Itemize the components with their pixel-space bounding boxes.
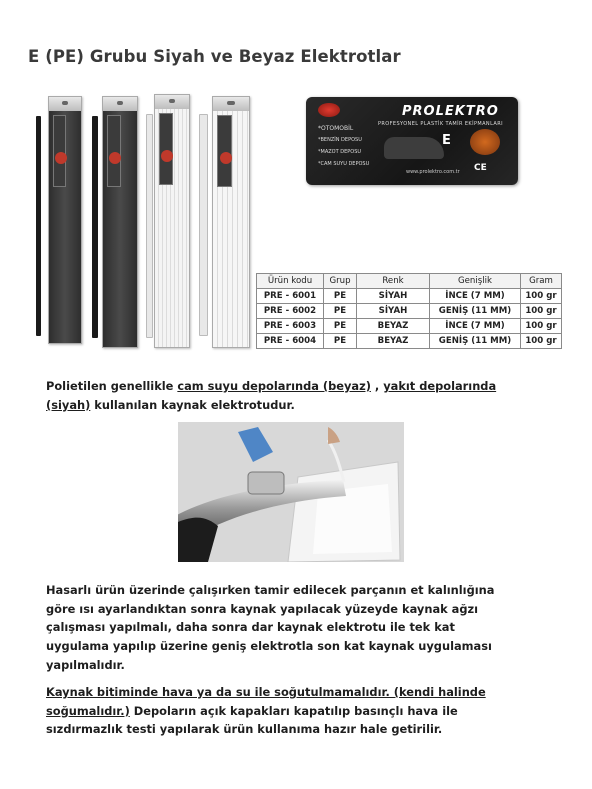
cell-width: GENİŞ (11 MM): [430, 334, 521, 349]
intro-paragraph: [46, 377, 566, 414]
intro-text-end: kullanılan kaynak elektrotudur.: [90, 397, 295, 412]
electrode-pack-black-narrow: [48, 96, 82, 344]
col-header: Grup: [324, 274, 357, 289]
intro-text: Polietilen genellikle: [46, 379, 178, 393]
cell-code: PRE - 6003: [257, 319, 324, 334]
feature-item: *MAZOT DEPOSU: [318, 149, 362, 155]
feature-item: *BENZİN DEPOSU: [318, 137, 362, 143]
instructions-paragraph: [46, 581, 566, 675]
cell-code: PRE - 6002: [257, 304, 324, 319]
cell-gram: 100 gr: [521, 289, 562, 304]
car-silhouette-icon: [384, 137, 444, 159]
table-row: [257, 304, 562, 319]
col-header: Gram: [521, 274, 562, 289]
cell-group: PE: [324, 304, 357, 319]
electrode-pack-white-narrow: [154, 94, 190, 348]
instructions-line: göre ısı ayarlandıktan sonra kaynak yapılacak yüzeyde kaynak ağzı: [46, 601, 479, 616]
col-header: Genişlik: [430, 274, 521, 289]
instructions-line: yapılmalıdır.: [46, 657, 125, 672]
spec-table: [256, 273, 562, 349]
col-header: Renk: [357, 274, 430, 289]
cell-gram: 100 gr: [521, 304, 562, 319]
cell-group: PE: [324, 319, 357, 334]
welding-illustration: [178, 422, 404, 562]
ce-mark: CE: [474, 163, 487, 173]
electrode-pack-white-wide: [212, 96, 250, 348]
cell-width: İNCE (7 MM): [430, 319, 521, 334]
cooling-paragraph: [46, 683, 566, 739]
page-title: E (PE) Grubu Siyah ve Beyaz Elektrotlar: [28, 47, 401, 66]
group-letter: E: [442, 133, 451, 148]
cell-color: SİYAH: [357, 289, 430, 304]
cell-color: BEYAZ: [357, 334, 430, 349]
cell-code: PRE - 6001: [257, 289, 324, 304]
product-photo: [36, 92, 252, 350]
table-row: [257, 334, 562, 349]
cell-code: PRE - 6004: [257, 334, 324, 349]
welding-photo: [178, 422, 404, 562]
brand-logo-icon: [318, 103, 340, 117]
loose-rod-white-2: [199, 114, 208, 336]
table-row: [257, 319, 562, 334]
cell-gram: 100 gr: [521, 319, 562, 334]
cell-color: SİYAH: [357, 304, 430, 319]
cooling-text-end: sızdırmazlık testi yapılarak ürün kullanıma hazır hale getirilir.: [46, 722, 443, 737]
brand-subtitle: PROFESYONEL PLASTİK TAMİR EKİPMANLARI: [378, 121, 503, 127]
website-url: www.prolektro.com.tr: [406, 169, 460, 175]
electrode-pack-black-wide: [102, 96, 138, 348]
intro-highlight-white: cam suyu depolarında (beyaz): [177, 379, 371, 393]
loose-rod-black: [36, 116, 41, 336]
table-row: [257, 289, 562, 304]
cell-color: BEYAZ: [357, 319, 430, 334]
instructions-line: çalışması yapılmalı, daha sonra dar kaynak elektrotu ile tek kat: [46, 620, 455, 635]
instructions-line: Hasarlı ürün üzerinde çalışırken tamir edilecek parçanın et kalınlığına: [46, 583, 495, 597]
table-header-row: [257, 274, 562, 289]
intro-highlight-black: (siyah): [46, 397, 91, 412]
cell-group: PE: [324, 334, 357, 349]
cell-width: GENİŞ (11 MM): [430, 304, 521, 319]
cooling-warning-end: soğumalıdır.): [46, 703, 130, 718]
loose-rod-black-2: [92, 116, 98, 338]
feature-item: *OTOMOBİL: [318, 125, 354, 132]
feature-item: *CAM SUYU DEPOSU: [318, 161, 370, 167]
intro-separator: ,: [370, 379, 384, 393]
product-label-card: [306, 97, 518, 185]
col-header: Ürün kodu: [257, 274, 324, 289]
cell-group: PE: [324, 289, 357, 304]
loose-rod-white: [146, 114, 153, 338]
quality-seal-icon: [470, 129, 500, 155]
brand-name: PROLEKTRO: [402, 104, 499, 119]
cell-gram: 100 gr: [521, 334, 562, 349]
cell-width: İNCE (7 MM): [430, 289, 521, 304]
instructions-line: uygulama yapılıp üzerine geniş elektrotla son kat kaynak uygulaması: [46, 639, 492, 654]
cooling-text: Depoların açık kapakları kapatılıp basınçlı hava ile: [129, 703, 458, 718]
intro-highlight-fuel: yakıt depolarında: [383, 379, 497, 393]
cooling-warning: Kaynak bitiminde hava ya da su ile soğutulmamalıdır. (kendi halinde: [46, 685, 486, 699]
